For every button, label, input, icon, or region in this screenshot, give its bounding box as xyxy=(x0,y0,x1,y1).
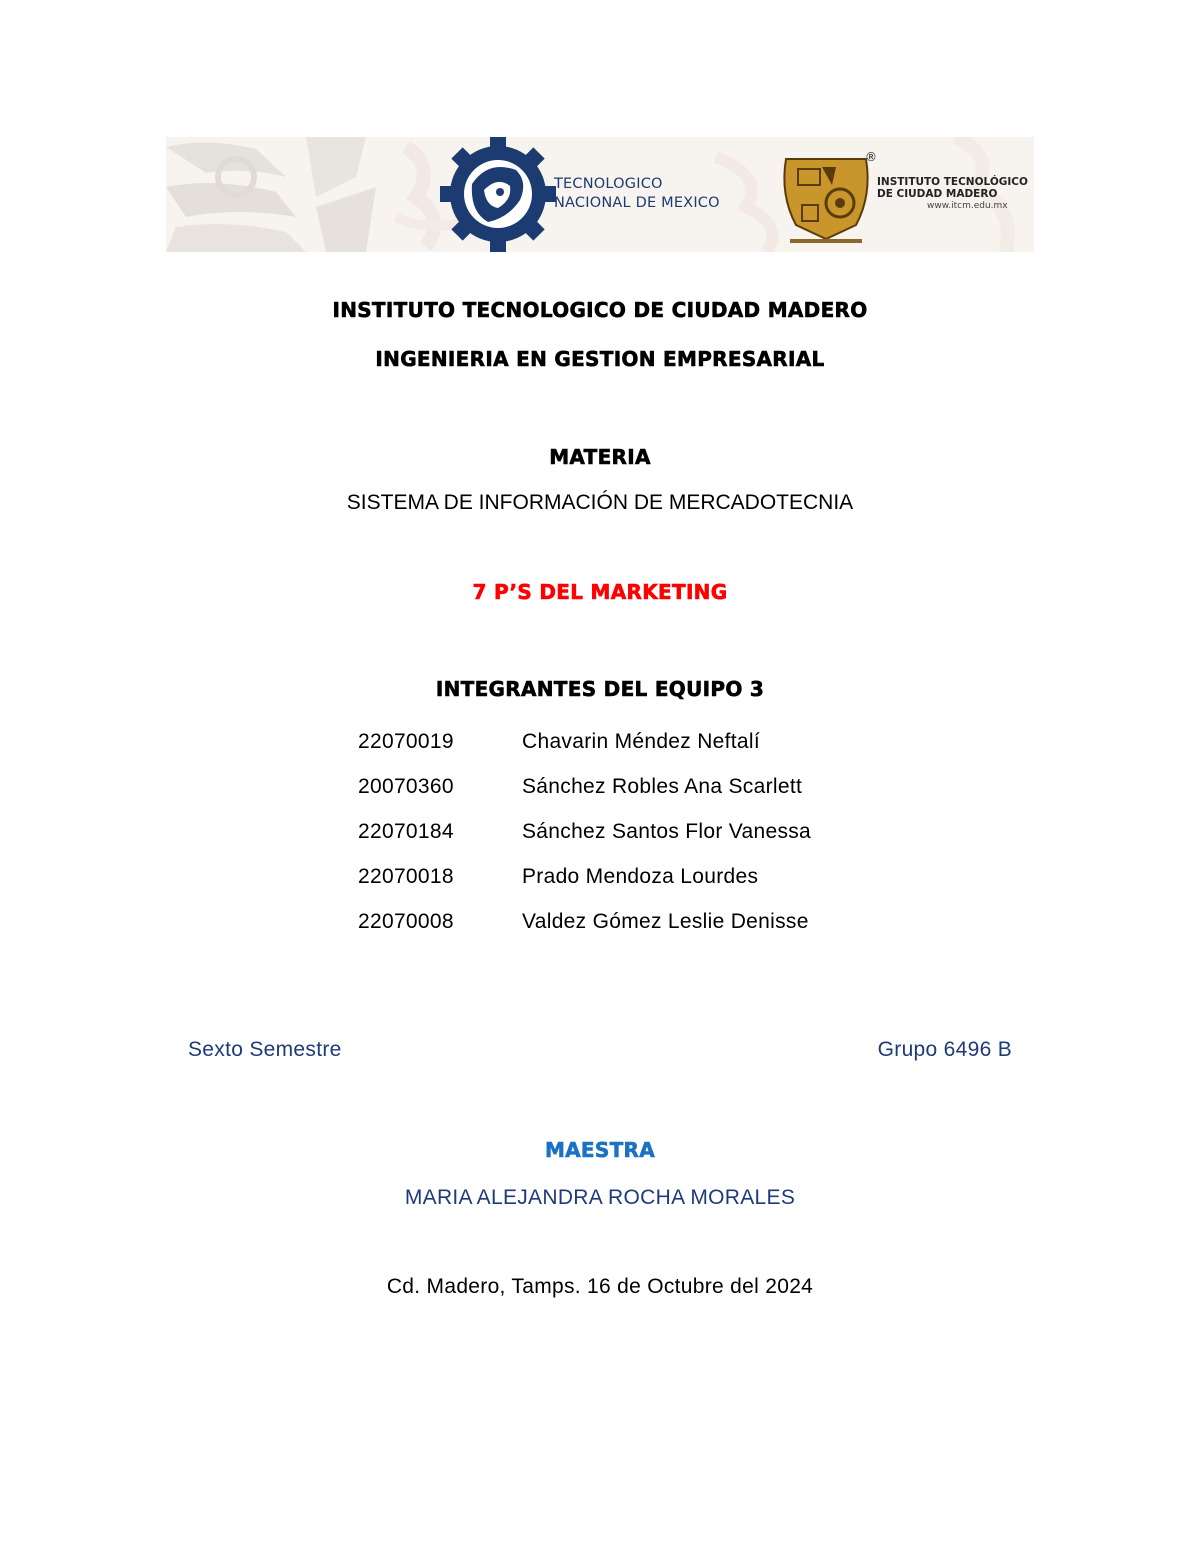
member-id: 22070018 xyxy=(358,865,454,888)
itcm-logo-line-1: INSTITUTO TECNOLÓGICO xyxy=(877,176,1028,188)
member-row xyxy=(358,730,958,775)
member-name: Valdez Gómez Leslie Denisse xyxy=(522,910,809,933)
member-row xyxy=(358,910,958,955)
topic-title: 7 P’S DEL MARKETING xyxy=(472,580,728,604)
header-banner xyxy=(166,137,1034,252)
member-name: Prado Mendoza Lourdes xyxy=(522,865,759,888)
tecnm-logo-line-2: NACIONAL DE MEXICO xyxy=(554,195,720,211)
team-label: INTEGRANTES DEL EQUIPO 3 xyxy=(435,677,765,701)
teacher-name: MARIA ALEJANDRA ROCHA MORALES xyxy=(404,1186,796,1209)
member-row xyxy=(358,865,958,910)
member-id: 22070008 xyxy=(358,910,454,933)
group-text: Grupo 6496 B xyxy=(877,1038,1012,1061)
semester-text: Sexto Semestre xyxy=(188,1038,342,1061)
member-row xyxy=(358,775,958,820)
member-name: Sánchez Robles Ana Scarlett xyxy=(522,775,803,798)
registered-mark: ® xyxy=(865,150,877,164)
institution-title: INSTITUTO TECNOLOGICO DE CIUDAD MADERO xyxy=(332,298,868,322)
member-name: Sánchez Santos Flor Vanessa xyxy=(522,820,812,843)
member-id: 22070019 xyxy=(358,730,454,753)
itcm-logo-web: www.itcm.edu.mx xyxy=(927,201,1008,211)
member-id: 22070184 xyxy=(358,820,454,843)
itcm-emblem-icon xyxy=(784,159,867,243)
subject-name: SISTEMA DE INFORMACIÓN DE MERCADOTECNIA xyxy=(346,491,854,514)
member-name: Chavarin Méndez Neftalí xyxy=(522,730,761,753)
teacher-label: MAESTRA xyxy=(544,1138,656,1162)
career-title: INGENIERIA EN GESTION EMPRESARIAL xyxy=(375,347,825,371)
tecnm-gear-icon xyxy=(440,137,556,252)
itcm-logo-line-2: DE CIUDAD MADERO xyxy=(877,188,998,200)
tecnm-logo-text xyxy=(554,175,720,213)
subject-label: MATERIA xyxy=(549,445,651,469)
place-date: Cd. Madero, Tamps. 16 de Octubre del 2024 xyxy=(386,1275,814,1298)
member-row xyxy=(358,820,958,865)
members-list xyxy=(358,730,958,955)
member-id: 20070360 xyxy=(358,775,454,798)
itcm-logo-text xyxy=(865,150,1028,212)
tecnm-logo-line-1: TECNOLOGICO xyxy=(554,176,663,192)
